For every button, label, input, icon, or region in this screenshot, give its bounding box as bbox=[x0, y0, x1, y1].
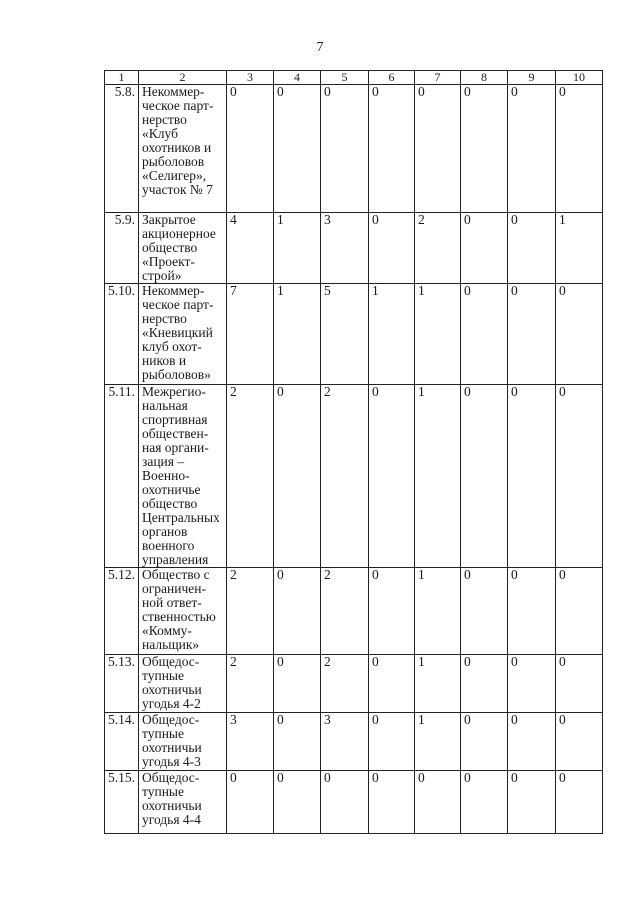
column-header: 4 bbox=[274, 71, 321, 85]
value-cell: 1 bbox=[274, 213, 321, 284]
value-cell: 2 bbox=[321, 385, 369, 568]
value-cell: 7 bbox=[227, 284, 274, 385]
row-number-cell: 5.15. bbox=[105, 771, 139, 834]
value-cell: 0 bbox=[369, 713, 415, 771]
row-number-cell: 5.12. bbox=[105, 568, 139, 655]
table-body bbox=[105, 85, 603, 834]
table-row bbox=[105, 284, 603, 385]
value-cell: 0 bbox=[321, 771, 369, 834]
organization-name-cell: Некоммер- ческое парт- нерство «Клуб охотников и рыболовов «Селигер», участок № 7 bbox=[139, 85, 227, 213]
column-header: 3 bbox=[227, 71, 274, 85]
value-cell: 0 bbox=[556, 655, 603, 713]
value-cell: 0 bbox=[461, 655, 508, 713]
table-row bbox=[105, 385, 603, 568]
value-cell: 0 bbox=[274, 568, 321, 655]
row-number-cell: 5.11. bbox=[105, 385, 139, 568]
value-cell: 2 bbox=[227, 385, 274, 568]
value-cell: 4 bbox=[227, 213, 274, 284]
value-cell: 3 bbox=[321, 213, 369, 284]
value-cell: 1 bbox=[556, 213, 603, 284]
value-cell: 0 bbox=[274, 771, 321, 834]
value-cell: 0 bbox=[556, 385, 603, 568]
table-row bbox=[105, 568, 603, 655]
value-cell: 0 bbox=[415, 85, 461, 213]
value-cell: 3 bbox=[227, 713, 274, 771]
value-cell: 0 bbox=[274, 385, 321, 568]
value-cell: 0 bbox=[274, 713, 321, 771]
value-cell: 0 bbox=[508, 213, 556, 284]
organization-name-cell: Общедос- тупные охотничьи угодья 4-2 bbox=[139, 655, 227, 713]
value-cell: 0 bbox=[227, 771, 274, 834]
value-cell: 2 bbox=[321, 655, 369, 713]
value-cell: 0 bbox=[461, 568, 508, 655]
column-header: 7 bbox=[415, 71, 461, 85]
value-cell: 3 bbox=[321, 713, 369, 771]
value-cell: 2 bbox=[415, 213, 461, 284]
value-cell: 0 bbox=[369, 213, 415, 284]
value-cell: 0 bbox=[508, 568, 556, 655]
organization-name-cell: Закрытое акционерное общество «Проект- строй» bbox=[139, 213, 227, 284]
value-cell: 1 bbox=[415, 713, 461, 771]
header-row bbox=[105, 71, 603, 85]
page-number: 7 bbox=[316, 40, 324, 55]
value-cell: 0 bbox=[556, 771, 603, 834]
table-row bbox=[105, 213, 603, 284]
value-cell: 1 bbox=[415, 568, 461, 655]
value-cell: 0 bbox=[369, 385, 415, 568]
organization-name-cell: Общество с ограничен- ной ответ- ственностью «Комму- нальщик» bbox=[139, 568, 227, 655]
column-header: 5 bbox=[321, 71, 369, 85]
organization-name-cell: Межрегио- нальная спортивная обществен- ная органи- зация – Военно- охотничье общество Центральных органов военного управления bbox=[139, 385, 227, 568]
row-number-cell: 5.13. bbox=[105, 655, 139, 713]
column-header: 8 bbox=[461, 71, 508, 85]
row-number-cell: 5.14. bbox=[105, 713, 139, 771]
value-cell: 0 bbox=[556, 713, 603, 771]
table-row bbox=[105, 713, 603, 771]
value-cell: 1 bbox=[415, 655, 461, 713]
value-cell: 0 bbox=[369, 85, 415, 213]
value-cell: 1 bbox=[274, 284, 321, 385]
value-cell: 0 bbox=[274, 655, 321, 713]
value-cell: 1 bbox=[415, 284, 461, 385]
value-cell: 2 bbox=[321, 568, 369, 655]
value-cell: 0 bbox=[556, 568, 603, 655]
value-cell: 0 bbox=[461, 85, 508, 213]
organization-name-cell: Общедос- тупные охотничьи угодья 4-3 bbox=[139, 713, 227, 771]
value-cell: 0 bbox=[461, 713, 508, 771]
row-number-cell: 5.8. bbox=[105, 85, 139, 213]
organization-name-cell: Некоммер- ческое парт- нерство «Кневицкий клуб охот- ников и рыболовов» bbox=[139, 284, 227, 385]
value-cell: 0 bbox=[369, 568, 415, 655]
value-cell: 0 bbox=[556, 284, 603, 385]
value-cell: 0 bbox=[461, 385, 508, 568]
value-cell: 0 bbox=[508, 85, 556, 213]
table-row bbox=[105, 655, 603, 713]
value-cell: 0 bbox=[508, 771, 556, 834]
table-row bbox=[105, 85, 603, 213]
value-cell: 0 bbox=[508, 655, 556, 713]
value-cell: 2 bbox=[227, 655, 274, 713]
column-header: 1 bbox=[105, 71, 139, 85]
value-cell: 0 bbox=[369, 655, 415, 713]
value-cell: 5 bbox=[321, 284, 369, 385]
data-table bbox=[104, 70, 603, 834]
value-cell: 1 bbox=[415, 385, 461, 568]
value-cell: 0 bbox=[556, 85, 603, 213]
value-cell: 0 bbox=[321, 85, 369, 213]
value-cell: 0 bbox=[508, 713, 556, 771]
row-number-cell: 5.9. bbox=[105, 213, 139, 284]
value-cell: 0 bbox=[461, 771, 508, 834]
column-header: 10 bbox=[556, 71, 603, 85]
value-cell: 0 bbox=[415, 771, 461, 834]
value-cell: 0 bbox=[274, 85, 321, 213]
value-cell: 0 bbox=[227, 85, 274, 213]
value-cell: 1 bbox=[369, 284, 415, 385]
column-header: 2 bbox=[139, 71, 227, 85]
column-header: 9 bbox=[508, 71, 556, 85]
value-cell: 2 bbox=[227, 568, 274, 655]
value-cell: 0 bbox=[508, 385, 556, 568]
value-cell: 0 bbox=[508, 284, 556, 385]
column-header: 6 bbox=[369, 71, 415, 85]
row-number-cell: 5.10. bbox=[105, 284, 139, 385]
value-cell: 0 bbox=[461, 284, 508, 385]
table-row bbox=[105, 771, 603, 834]
value-cell: 0 bbox=[461, 213, 508, 284]
organization-name-cell: Общедос- тупные охотничьи угодья 4-4 bbox=[139, 771, 227, 834]
value-cell: 0 bbox=[369, 771, 415, 834]
